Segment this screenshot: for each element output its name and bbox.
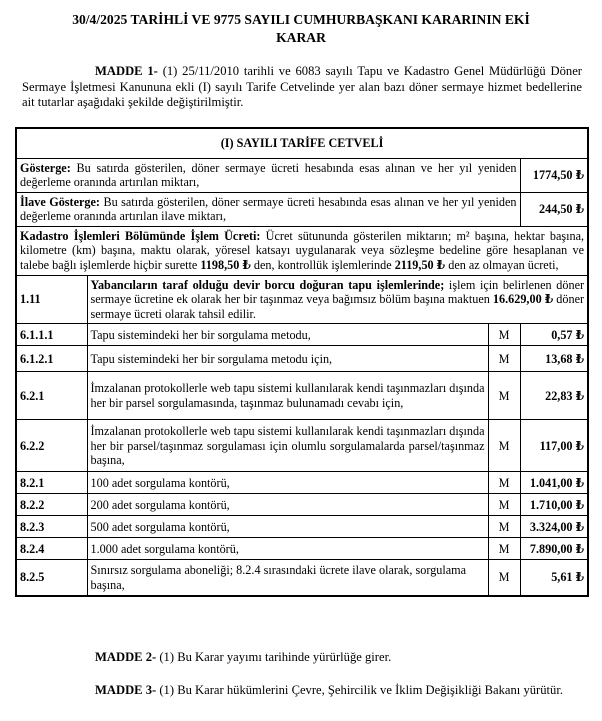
table-row <box>16 516 588 538</box>
ilave-gosterge-amount: 244,50 ₺ <box>520 192 588 226</box>
madde-2-paragraph <box>22 650 582 666</box>
table-row <box>16 346 588 372</box>
kadastro-text-2: den, kontrollük işlemlerinde <box>250 258 395 273</box>
madde-3-paragraph <box>22 683 582 699</box>
tarife-cetveli-table <box>15 127 589 597</box>
kadastro-text-1: Ücret sütununda gösterilen miktarın; m² başına, hektar başına, kilometre (km) başına, maktu olarak, yöresel katsayı uygulanarak veya sözleşme bedeline göre hesaplanan ve talebe bağlı işlemlerde hiçbir surette <box>20 228 585 273</box>
kadastro-label: Kadastro İşlemleri Bölümünde İşlem Ücreti: <box>20 228 261 243</box>
kadastro-row <box>16 226 588 275</box>
document-title <box>0 11 602 47</box>
row-code: 8.2.2 <box>16 494 87 516</box>
row-1-11-bold-text: Yabancıların taraf olduğu devir borcu doğuran tapu işlemlerinde; <box>90 277 445 292</box>
table-row <box>16 560 588 596</box>
row-amount: 0,57 ₺ <box>520 324 588 346</box>
row-description: 200 adet sorgulama kontörü, <box>87 494 488 516</box>
madde-2-text: (1) Bu Karar yayımı tarihinde yürürlüğe girer. <box>156 650 392 664</box>
table-row <box>16 494 588 516</box>
row-description: 100 adet sorgulama kontörü, <box>87 472 488 494</box>
row-description: Sınırsız sorgulama aboneliği; 8.2.4 sırasındaki ücrete ilave olarak, sorgulama başına, <box>87 560 488 596</box>
row-amount: 5,61 ₺ <box>520 560 588 596</box>
madde-1-paragraph <box>22 64 582 111</box>
row-amount: 7.890,00 ₺ <box>520 538 588 560</box>
row-unit: M <box>488 516 520 538</box>
madde-1-label: MADDE 1- <box>95 64 158 78</box>
row-code: 8.2.1 <box>16 472 87 494</box>
row-unit: M <box>488 372 520 420</box>
gosterge-label: Gösterge: <box>20 160 71 175</box>
table-row <box>16 420 588 472</box>
kadastro-amount-1: 1198,50 ₺ <box>200 258 251 273</box>
row-code: 6.1.2.1 <box>16 346 87 372</box>
madde-2-label: MADDE 2- <box>95 650 157 664</box>
row-unit: M <box>488 420 520 472</box>
title-line-2: KARAR <box>276 30 326 45</box>
title-line-1: 30/4/2025 TARİHLİ VE 9775 SAYILI CUMHURBAŞKANI KARARININ EKİ <box>72 12 530 27</box>
row-unit: M <box>488 346 520 372</box>
row-code: 6.2.2 <box>16 420 87 472</box>
table-row <box>16 324 588 346</box>
row-description: 500 adet sorgulama kontörü, <box>87 516 488 538</box>
ilave-gosterge-label: İlave Gösterge: <box>20 194 100 209</box>
row-amount: 1.710,00 ₺ <box>520 494 588 516</box>
kadastro-text-3: den az olmayan ücreti, <box>445 258 559 273</box>
row-code: 8.2.3 <box>16 516 87 538</box>
row-1-11 <box>16 275 588 324</box>
kadastro-description <box>16 226 588 275</box>
row-1-11-code: 1.11 <box>16 275 87 324</box>
gosterge-text: Bu satırda gösterilen, döner sermaye ücreti hesabında esas alınan ve her yıl yeniden değerleme oranında artırılan miktarı, <box>20 160 517 190</box>
row-description: Tapu sistemindeki her bir sorgulama metodu için, <box>87 346 488 372</box>
gosterge-amount: 1774,50 ₺ <box>520 158 588 192</box>
ilave-gosterge-description <box>16 192 520 226</box>
table-row <box>16 472 588 494</box>
row-unit: M <box>488 538 520 560</box>
row-description: Tapu sistemindeki her bir sorgulama metodu, <box>87 324 488 346</box>
row-amount: 117,00 ₺ <box>520 420 588 472</box>
row-unit: M <box>488 472 520 494</box>
row-amount: 22,83 ₺ <box>520 372 588 420</box>
kadastro-amount-2: 2119,50 ₺ <box>394 258 446 273</box>
table-row <box>16 372 588 420</box>
row-unit: M <box>488 324 520 346</box>
gosterge-description <box>16 158 520 192</box>
row-unit: M <box>488 560 520 596</box>
madde-3-label: MADDE 3- <box>95 683 157 697</box>
table-heading: (I) SAYILI TARİFE CETVELİ <box>16 128 588 158</box>
row-description: İmzalanan protokollerle web tapu sistemi kullanılarak kendi taşınmazları dışında her bir parsel sorgulamasında, taşınmaz bulunamadı cevabı için, <box>87 372 488 420</box>
row-1-11-amount: 16.629,00 ₺ <box>492 292 554 307</box>
row-code: 8.2.4 <box>16 538 87 560</box>
row-1-11-text-2: döner sermaye ücreti olarak tahsil edilir. <box>90 292 585 321</box>
ilave-gosterge-text: Bu satırda gösterilen, döner sermaye ücreti hesabında esas alınan ve her yıl yeniden değerleme oranında artırılan ilave miktarı, <box>20 194 517 224</box>
madde-3-text: (1) Bu Karar hükümlerini Çevre, Şehircilik ve İklim Değişikliği Bakanı yürütür. <box>156 683 563 697</box>
madde-1-text: (1) 25/11/2010 tarihli ve 6083 sayılı Tapu ve Kadastro Genel Müdürlüğü Döner Sermaye İşletmesi Kanununa ekli (I) sayılı Tarife Cetvelinde yer alan bazı döner sermaye hizmet bedellerine ait tutarlar aşağıdaki şekilde değiştirilmiştir. <box>22 64 582 110</box>
row-unit: M <box>488 494 520 516</box>
table-row <box>16 538 588 560</box>
row-code: 6.1.1.1 <box>16 324 87 346</box>
row-amount: 13,68 ₺ <box>520 346 588 372</box>
row-code: 8.2.5 <box>16 560 87 596</box>
row-amount: 1.041,00 ₺ <box>520 472 588 494</box>
gosterge-row <box>16 158 588 192</box>
ilave-gosterge-row <box>16 192 588 226</box>
row-code: 6.2.1 <box>16 372 87 420</box>
row-description: 1.000 adet sorgulama kontörü, <box>87 538 488 560</box>
row-1-11-description <box>87 275 588 324</box>
row-1-11-text-1: işlem için belirlenen döner sermaye ücretine ek olarak her bir taşınmaz veya bağımsız bölüm başına maktuen <box>90 277 585 307</box>
row-description: İmzalanan protokollerle web tapu sistemi kullanılarak kendi taşınmazları dışında her bir parsel/taşınmaz sorgulaması için olumlu sorgulamalarda parsel/taşınmaz başına, <box>87 420 488 472</box>
row-amount: 3.324,00 ₺ <box>520 516 588 538</box>
